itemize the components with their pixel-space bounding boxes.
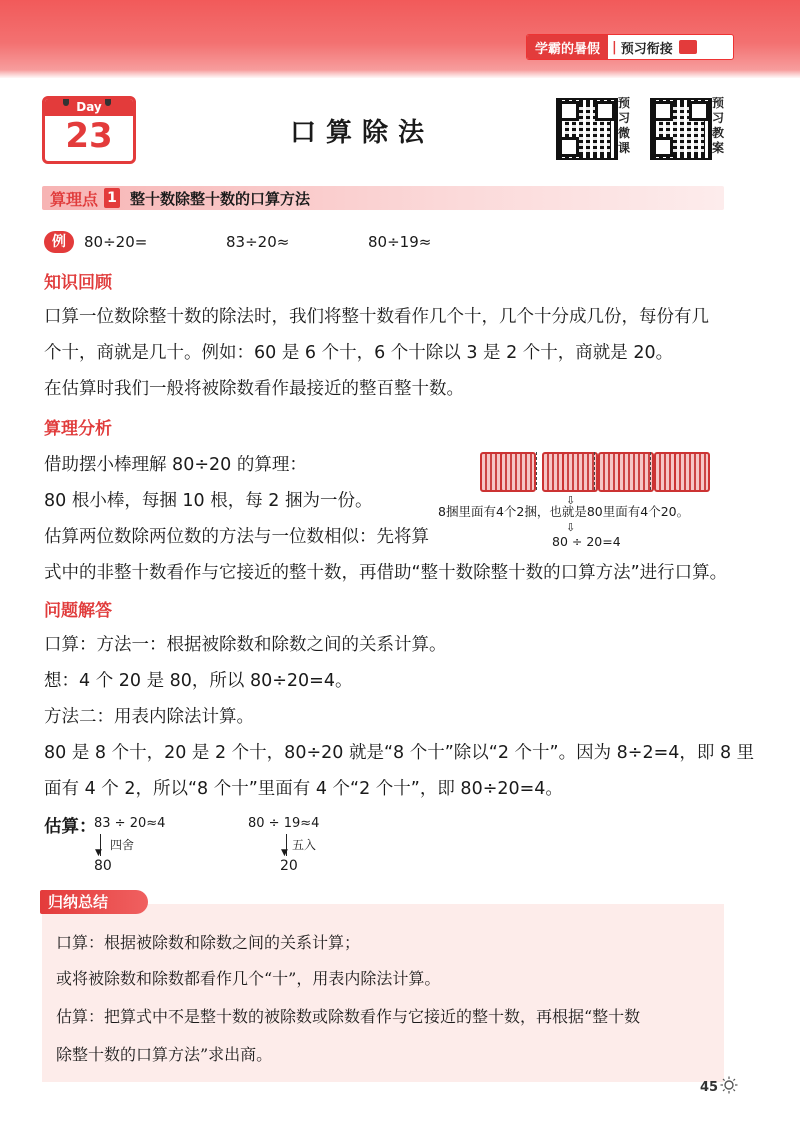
analysis-line: 式中的非整十数看作与它接近的整十数，再借助“整十数除整十数的口算方法”进行口算。 [44,563,728,583]
point-bar [42,186,724,210]
analysis-line: 借助摆小棒理解 80÷20 的算理： [44,455,307,475]
arrow-down-icon: ▼ [95,848,102,858]
brand-badge [526,34,734,60]
analysis-line: 80 根小棒，每捆 10 根，每 2 捆为一份。 [44,491,373,511]
summary-line: 或将被除数和除数都看作几个“十”，用表内除法计算。 [56,969,441,988]
answer-line: 面有 4 个 2，所以“8 个十”里面有 4 个“2 个十”，即 80÷20=4。 [44,779,563,799]
day-number: 23 [65,116,113,156]
example-expression: 80÷19≈ [368,233,432,251]
answer-line: 方法二：用表内除法计算。 [44,707,254,727]
brand-right: 预习衔接 [620,41,673,57]
example-expression: 83÷20≈ [226,233,290,251]
day-label: Day [45,99,133,116]
review-line: 口算一位数除整十数的除法时，我们将整十数看作几个十，几个十分成几份，每份有几 [44,307,709,327]
stick-bundle [562,452,598,492]
summary-line: 除整十数的口算方法”求出商。 [56,1045,273,1064]
answer-line: 想：4 个 20 是 80，所以 80÷20=4。 [44,671,353,691]
page-title: 口算除法 [290,118,435,148]
stick-bundle [674,452,710,492]
stick-bundle [500,452,536,492]
example-expression: 80÷20= [84,233,148,251]
summary-line: 估算：把算式中不是整十数的被除数或除数看作与它接近的整十数，再根据“整十数 [56,1007,641,1026]
summary-line: 口算：根据被除数和除数之间的关系计算； [56,933,361,952]
brand-separator: | [612,39,617,55]
answer-heading: 问题解答 [44,601,112,621]
stick-bundle [618,452,654,492]
brand-left: 学霸的暑假 [527,35,608,59]
arrow-down-icon: ⇩ [566,521,576,534]
ring-icon [105,97,111,106]
analysis-line: 估算两位数除两位数的方法与一位数相似：先将算 [44,527,429,547]
estimate-rounded: 80 [94,858,112,874]
qr-label-1: 预 习 微 课 [618,96,631,155]
summary-tag: 归纳总结 [40,890,148,914]
estimate-expression: 83 ÷ 20≈4 [94,816,166,831]
book-icon [679,40,697,54]
ring-icon [63,97,69,106]
estimate-rule: 四舍 [110,838,135,852]
day-calendar [42,96,136,164]
estimate-expression: 80 ÷ 19≈4 [248,816,320,831]
estimate-rounded: 20 [280,858,298,874]
qr-code-icon[interactable] [650,98,712,160]
qr-code-icon[interactable] [556,98,618,160]
figure-result: 80 ÷ 20=4 [552,534,621,549]
arrow-down-icon: ⇩ [566,494,576,507]
sticks-figure [476,452,716,492]
answer-line: 80 是 8 个十，20 是 2 个十，80÷20 就是“8 个十”除以“2 个十”。因为 8÷2=4，即 8 里 [44,743,755,763]
arrow-down-icon: ▼ [281,848,288,858]
page-number: 45 [700,1080,719,1095]
review-heading: 知识回顾 [44,273,112,293]
answer-line: 口算：方法一：根据被除数和除数之间的关系计算。 [44,635,447,655]
point-label: 算理点 [50,189,99,209]
qr-label-2: 预 习 教 案 [712,96,725,155]
figure-caption: 8捆里面有4个2捆，也就是80里面有4个20。 [438,504,690,519]
review-line: 个十，商就是几十。例如：60 是 6 个十，6 个十除以 3 是 2 个十，商就是 20。 [44,343,674,363]
estimate-rule: 五入 [292,838,317,852]
example-badge: 例 [44,231,74,253]
point-number: 1 [104,188,120,208]
review-line: 在估算时我们一般将被除数看作最接近的整百整十数。 [44,379,464,399]
estimate-label: 估算： [44,817,97,837]
point-text: 整十数除整十数的口算方法 [130,189,311,208]
sun-icon [720,1076,738,1094]
analysis-heading: 算理分析 [44,419,112,439]
